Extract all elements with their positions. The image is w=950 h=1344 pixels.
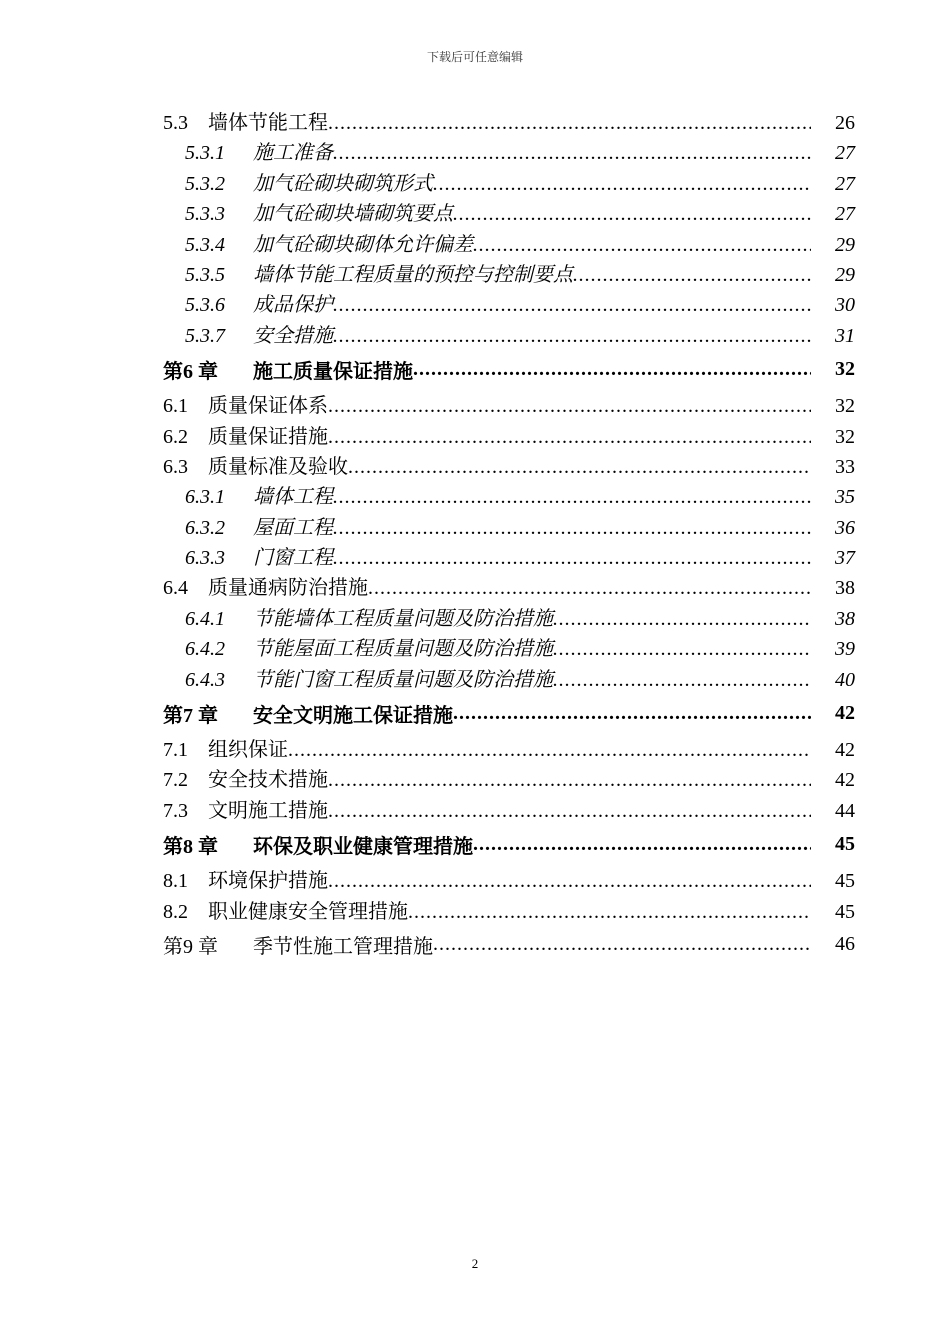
toc-entry-number: 6.3.2 — [185, 516, 225, 539]
toc-entry-number: 6.3 — [163, 455, 188, 478]
toc-entry-number: 5.3.5 — [185, 263, 225, 286]
toc-entry-title: 质量标准及验收 — [208, 455, 348, 478]
toc-entry[interactable] — [163, 763, 855, 793]
toc-entry-number: 第7 章 — [163, 704, 218, 727]
toc-entry-number: 6.4.1 — [185, 607, 225, 630]
toc-entry[interactable] — [163, 319, 855, 349]
toc-entry-number: 7.2 — [163, 769, 188, 792]
toc-entry-title: 加气砼砌块砌筑形式 — [253, 172, 433, 195]
toc-entry-title: 成品保护 — [253, 294, 333, 317]
page-header: 下载后可任意编辑 — [426, 50, 523, 64]
toc-entry-number: 6.1 — [163, 395, 188, 418]
toc-dot-leader — [328, 870, 811, 893]
toc-entry-title: 屋面工程 — [253, 516, 333, 539]
toc-entry-page: 33 — [835, 455, 855, 478]
toc-entry-title: 墙体节能工程 — [208, 112, 328, 134]
toc-entry-page: 30 — [835, 294, 855, 317]
toc-entry-page: 37 — [835, 547, 855, 570]
toc-entry-page: 29 — [835, 233, 855, 256]
toc-dot-leader — [473, 234, 811, 257]
toc-entry[interactable] — [163, 794, 855, 824]
toc-dot-leader — [408, 901, 811, 924]
toc-entry[interactable] — [163, 571, 855, 601]
toc-entry[interactable] — [163, 450, 855, 480]
toc-dot-leader — [288, 739, 811, 762]
toc-entry-number: 7.3 — [163, 799, 188, 822]
toc-entry-page: 26 — [835, 112, 855, 134]
toc-entry[interactable] — [163, 106, 855, 136]
toc-dot-leader — [573, 264, 811, 287]
toc-dot-leader — [328, 769, 811, 792]
toc-entry-number: 5.3.4 — [185, 233, 225, 256]
toc-dot-leader — [328, 800, 811, 823]
toc-entry-number: 6.4 — [163, 577, 188, 600]
toc-entry-page: 45 — [835, 832, 855, 855]
toc-dot-leader — [553, 669, 811, 692]
toc-entry-page: 32 — [835, 395, 855, 418]
toc-entry-title: 环保及职业健康管理措施 — [253, 835, 473, 858]
toc-entry-title: 文明施工措施 — [208, 799, 328, 822]
toc-dot-leader — [473, 833, 811, 856]
toc-entry-number: 第8 章 — [163, 835, 218, 858]
toc-entry-number: 第6 章 — [163, 360, 218, 383]
toc-entry-number: 5.3.1 — [185, 142, 225, 165]
toc-entry-number: 6.3.3 — [185, 547, 225, 570]
toc-dot-leader — [553, 638, 811, 661]
toc-entry[interactable] — [163, 541, 855, 571]
toc-entry-title: 安全措施 — [253, 324, 333, 347]
toc-entry-title: 质量通病防治措施 — [208, 577, 368, 600]
toc-entry-page: 45 — [835, 870, 855, 893]
toc-entry[interactable] — [163, 136, 855, 166]
toc-entry[interactable] — [163, 895, 855, 925]
toc-dot-leader — [453, 203, 811, 226]
toc-entry-number: 6.4.3 — [185, 668, 225, 691]
toc-dot-leader — [333, 142, 811, 165]
toc-entry-page: 45 — [835, 900, 855, 923]
toc-entry-page: 27 — [835, 172, 855, 195]
toc-entry-page: 42 — [835, 739, 855, 762]
toc-entry-number: 5.3.3 — [185, 203, 225, 226]
table-of-contents — [163, 106, 855, 965]
toc-dot-leader — [453, 702, 811, 725]
toc-dot-leader — [553, 608, 811, 631]
toc-entry[interactable] — [163, 733, 855, 763]
page-number: 2 — [471, 1256, 479, 1271]
toc-dot-leader — [333, 486, 811, 509]
toc-entry-title: 组织保证 — [208, 739, 288, 762]
toc-dot-leader — [333, 294, 811, 317]
toc-entry-title: 墙体工程 — [253, 486, 333, 509]
toc-entry-number: 6.4.2 — [185, 638, 225, 661]
toc-chapter-entry[interactable] — [163, 693, 855, 733]
toc-entry-page: 29 — [835, 263, 855, 286]
toc-entry-title: 施工准备 — [253, 142, 333, 165]
toc-entry-page: 38 — [835, 607, 855, 630]
toc-entry-page: 32 — [835, 425, 855, 448]
toc-entry-number: 5.3.6 — [185, 294, 225, 317]
toc-entry[interactable] — [163, 511, 855, 541]
toc-dot-leader — [328, 426, 811, 449]
toc-entry-page: 36 — [835, 516, 855, 539]
toc-entry-title: 加气砼砌块砌体允许偏差 — [253, 233, 473, 256]
toc-entry[interactable] — [163, 197, 855, 227]
toc-entry-number: 6.2 — [163, 425, 188, 448]
toc-dot-leader — [433, 173, 811, 196]
toc-entry-number: 5.3.2 — [185, 172, 225, 195]
toc-dot-leader — [413, 358, 811, 381]
toc-entry-title: 季节性施工管理措施 — [253, 936, 433, 959]
toc-entry-title: 节能门窗工程质量问题及防治措施 — [253, 668, 553, 691]
toc-entry-page: 35 — [835, 486, 855, 509]
toc-entry-page: 46 — [835, 933, 855, 956]
toc-entry-title: 环境保护措施 — [208, 870, 328, 893]
toc-entry[interactable] — [163, 167, 855, 197]
toc-dot-leader — [328, 395, 811, 418]
toc-entry-title: 施工质量保证措施 — [253, 360, 413, 383]
toc-entry-page: 42 — [835, 701, 855, 724]
toc-chapter-entry[interactable] — [163, 349, 855, 389]
toc-entry-page: 44 — [835, 799, 855, 822]
toc-entry-title: 质量保证措施 — [208, 425, 328, 448]
toc-entry-page: 27 — [835, 203, 855, 226]
toc-entry[interactable] — [163, 632, 855, 662]
toc-entry-number: 8.2 — [163, 900, 188, 923]
toc-entry-number: 7.1 — [163, 739, 188, 762]
toc-entry-page: 39 — [835, 638, 855, 661]
toc-dot-leader — [368, 577, 811, 600]
toc-entry-number: 8.1 — [163, 870, 188, 893]
toc-dot-leader — [433, 933, 811, 956]
toc-entry[interactable] — [163, 602, 855, 632]
toc-entry[interactable] — [163, 480, 855, 510]
toc-entry-page: 42 — [835, 769, 855, 792]
toc-dot-leader — [333, 547, 811, 570]
toc-dot-leader — [333, 517, 811, 540]
toc-chapter-entry[interactable] — [163, 925, 855, 965]
toc-chapter-entry[interactable] — [163, 824, 855, 864]
toc-entry-title: 质量保证体系 — [208, 395, 328, 418]
toc-entry-number: 第9 章 — [163, 936, 218, 959]
toc-entry-number: 6.3.1 — [185, 486, 225, 509]
toc-entry[interactable] — [163, 258, 855, 288]
toc-dot-leader — [348, 456, 811, 479]
toc-entry-title: 职业健康安全管理措施 — [208, 900, 408, 923]
toc-entry[interactable] — [163, 864, 855, 894]
toc-entry[interactable] — [163, 420, 855, 450]
toc-entry[interactable] — [163, 663, 855, 693]
toc-entry-title: 加气砼砌块墙砌筑要点 — [253, 203, 453, 226]
toc-dot-leader — [333, 325, 811, 348]
toc-entry-title: 安全文明施工保证措施 — [253, 704, 453, 727]
toc-entry[interactable] — [163, 288, 855, 318]
toc-entry-title: 墙体节能工程质量的预控与控制要点 — [253, 263, 573, 286]
toc-entry-page: 40 — [835, 668, 855, 691]
toc-entry-title: 门窗工程 — [253, 547, 333, 570]
toc-entry-page: 38 — [835, 577, 855, 600]
toc-entry-page: 27 — [835, 142, 855, 165]
toc-entry-title: 节能屋面工程质量问题及防治措施 — [253, 638, 553, 661]
toc-entry[interactable] — [163, 228, 855, 258]
toc-dot-leader — [328, 112, 811, 135]
toc-entry-page: 32 — [835, 357, 855, 380]
toc-entry-title: 节能墙体工程质量问题及防治措施 — [253, 607, 553, 630]
toc-entry-number: 5.3 — [163, 112, 188, 134]
toc-entry-title: 安全技术措施 — [208, 769, 328, 792]
toc-entry-number: 5.3.7 — [185, 324, 225, 347]
toc-entry-page: 31 — [835, 324, 855, 347]
toc-entry[interactable] — [163, 389, 855, 419]
